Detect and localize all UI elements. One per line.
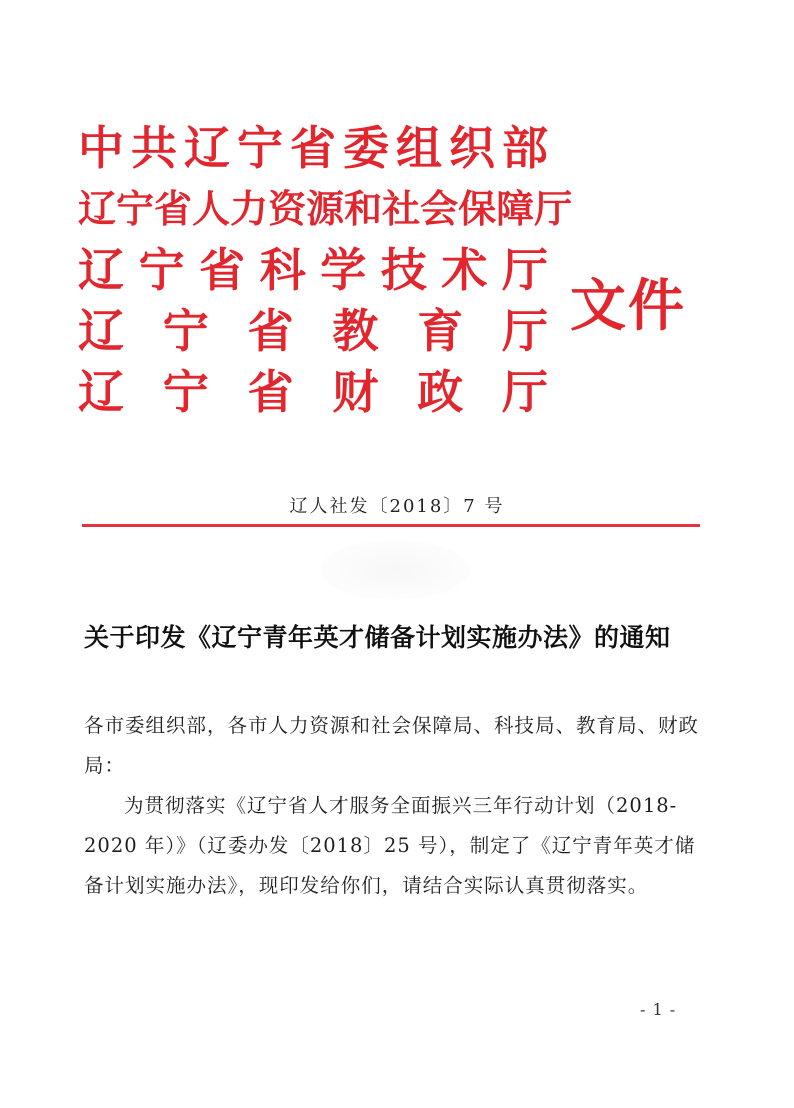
issuer-char: 会 [420,187,459,231]
issuer-char: 科 [259,243,306,297]
issuer-block [78,118,573,423]
issuer-line-education [78,301,548,362]
issuer-char: 政 [417,365,464,419]
issuer-line-finance [78,362,548,423]
issuer-char: 和 [344,187,383,231]
issuer-char: 保 [458,187,497,231]
document-type-label: 文件 [570,274,686,339]
notice-title: 关于印发《辽宁青年英才储备计划实施办法》的通知 [84,623,671,652]
issuer-char: 省 [154,187,193,231]
issuer-char: 宁 [162,304,209,358]
document-number: 辽人社发〔2018〕7 号 [289,496,505,517]
issuer-char: 术 [441,243,488,297]
issuer-char: 宁 [138,243,185,297]
issuer-char: 厅 [534,187,573,231]
issuer-char: 资 [268,187,307,231]
issuer-line-hr-social-security [78,179,573,240]
issuer-char: 人 [192,187,231,231]
issuer-char: 学 [320,243,367,297]
issuer-char: 力 [230,187,269,231]
issuer-char: 宁 [116,187,155,231]
issuer-char: 辽 [78,243,124,297]
issuer-char: 辽 [78,365,124,419]
issuer-char: 财 [332,365,379,419]
issuer-char: 委 [343,121,389,175]
issuer-char: 源 [306,187,345,231]
issuer-char: 厅 [501,304,548,358]
issuer-char: 育 [417,304,464,358]
issuer-char: 省 [199,243,246,297]
issuer-char: 省 [247,304,294,358]
body-paragraph: 为贯彻落实《辽宁省人才服务全面振兴三年行动计划（2018-2020 年）》（辽委办发〔2018〕25 号），制定了《辽宁青年英才储备计划实施办法》，现印发给你们，请结合实际认真贯彻落实。 [84,794,696,897]
issuer-line-science-tech [78,240,548,301]
issuer-char: 宁 [237,121,283,175]
issuer-char: 共 [131,121,177,175]
issuer-char: 织 [449,121,495,175]
page-number: - 1 - [640,1000,677,1019]
issuer-char: 组 [396,121,442,175]
issuer-char: 省 [290,121,336,175]
salutation: 各市委组织部，各市人力资源和社会保障局、科技局、教育局、财政局： [84,714,700,777]
issuer-char: 教 [332,304,379,358]
issuer-char: 技 [380,243,427,297]
issuer-char: 辽 [78,187,117,231]
issuer-char: 障 [496,187,535,231]
issuer-char: 中 [78,121,124,175]
issuer-line-party-org-dept [78,118,548,179]
faint-seal-mark [320,540,470,600]
issuer-char: 厅 [501,365,548,419]
red-separator-line [82,524,700,527]
issuer-char: 辽 [184,121,230,175]
issuer-char: 宁 [162,365,209,419]
issuer-char: 省 [247,365,294,419]
issuer-char: 社 [382,187,421,231]
issuer-char: 辽 [78,304,124,358]
issuer-char: 厅 [501,243,548,297]
issuer-char: 部 [502,121,548,175]
